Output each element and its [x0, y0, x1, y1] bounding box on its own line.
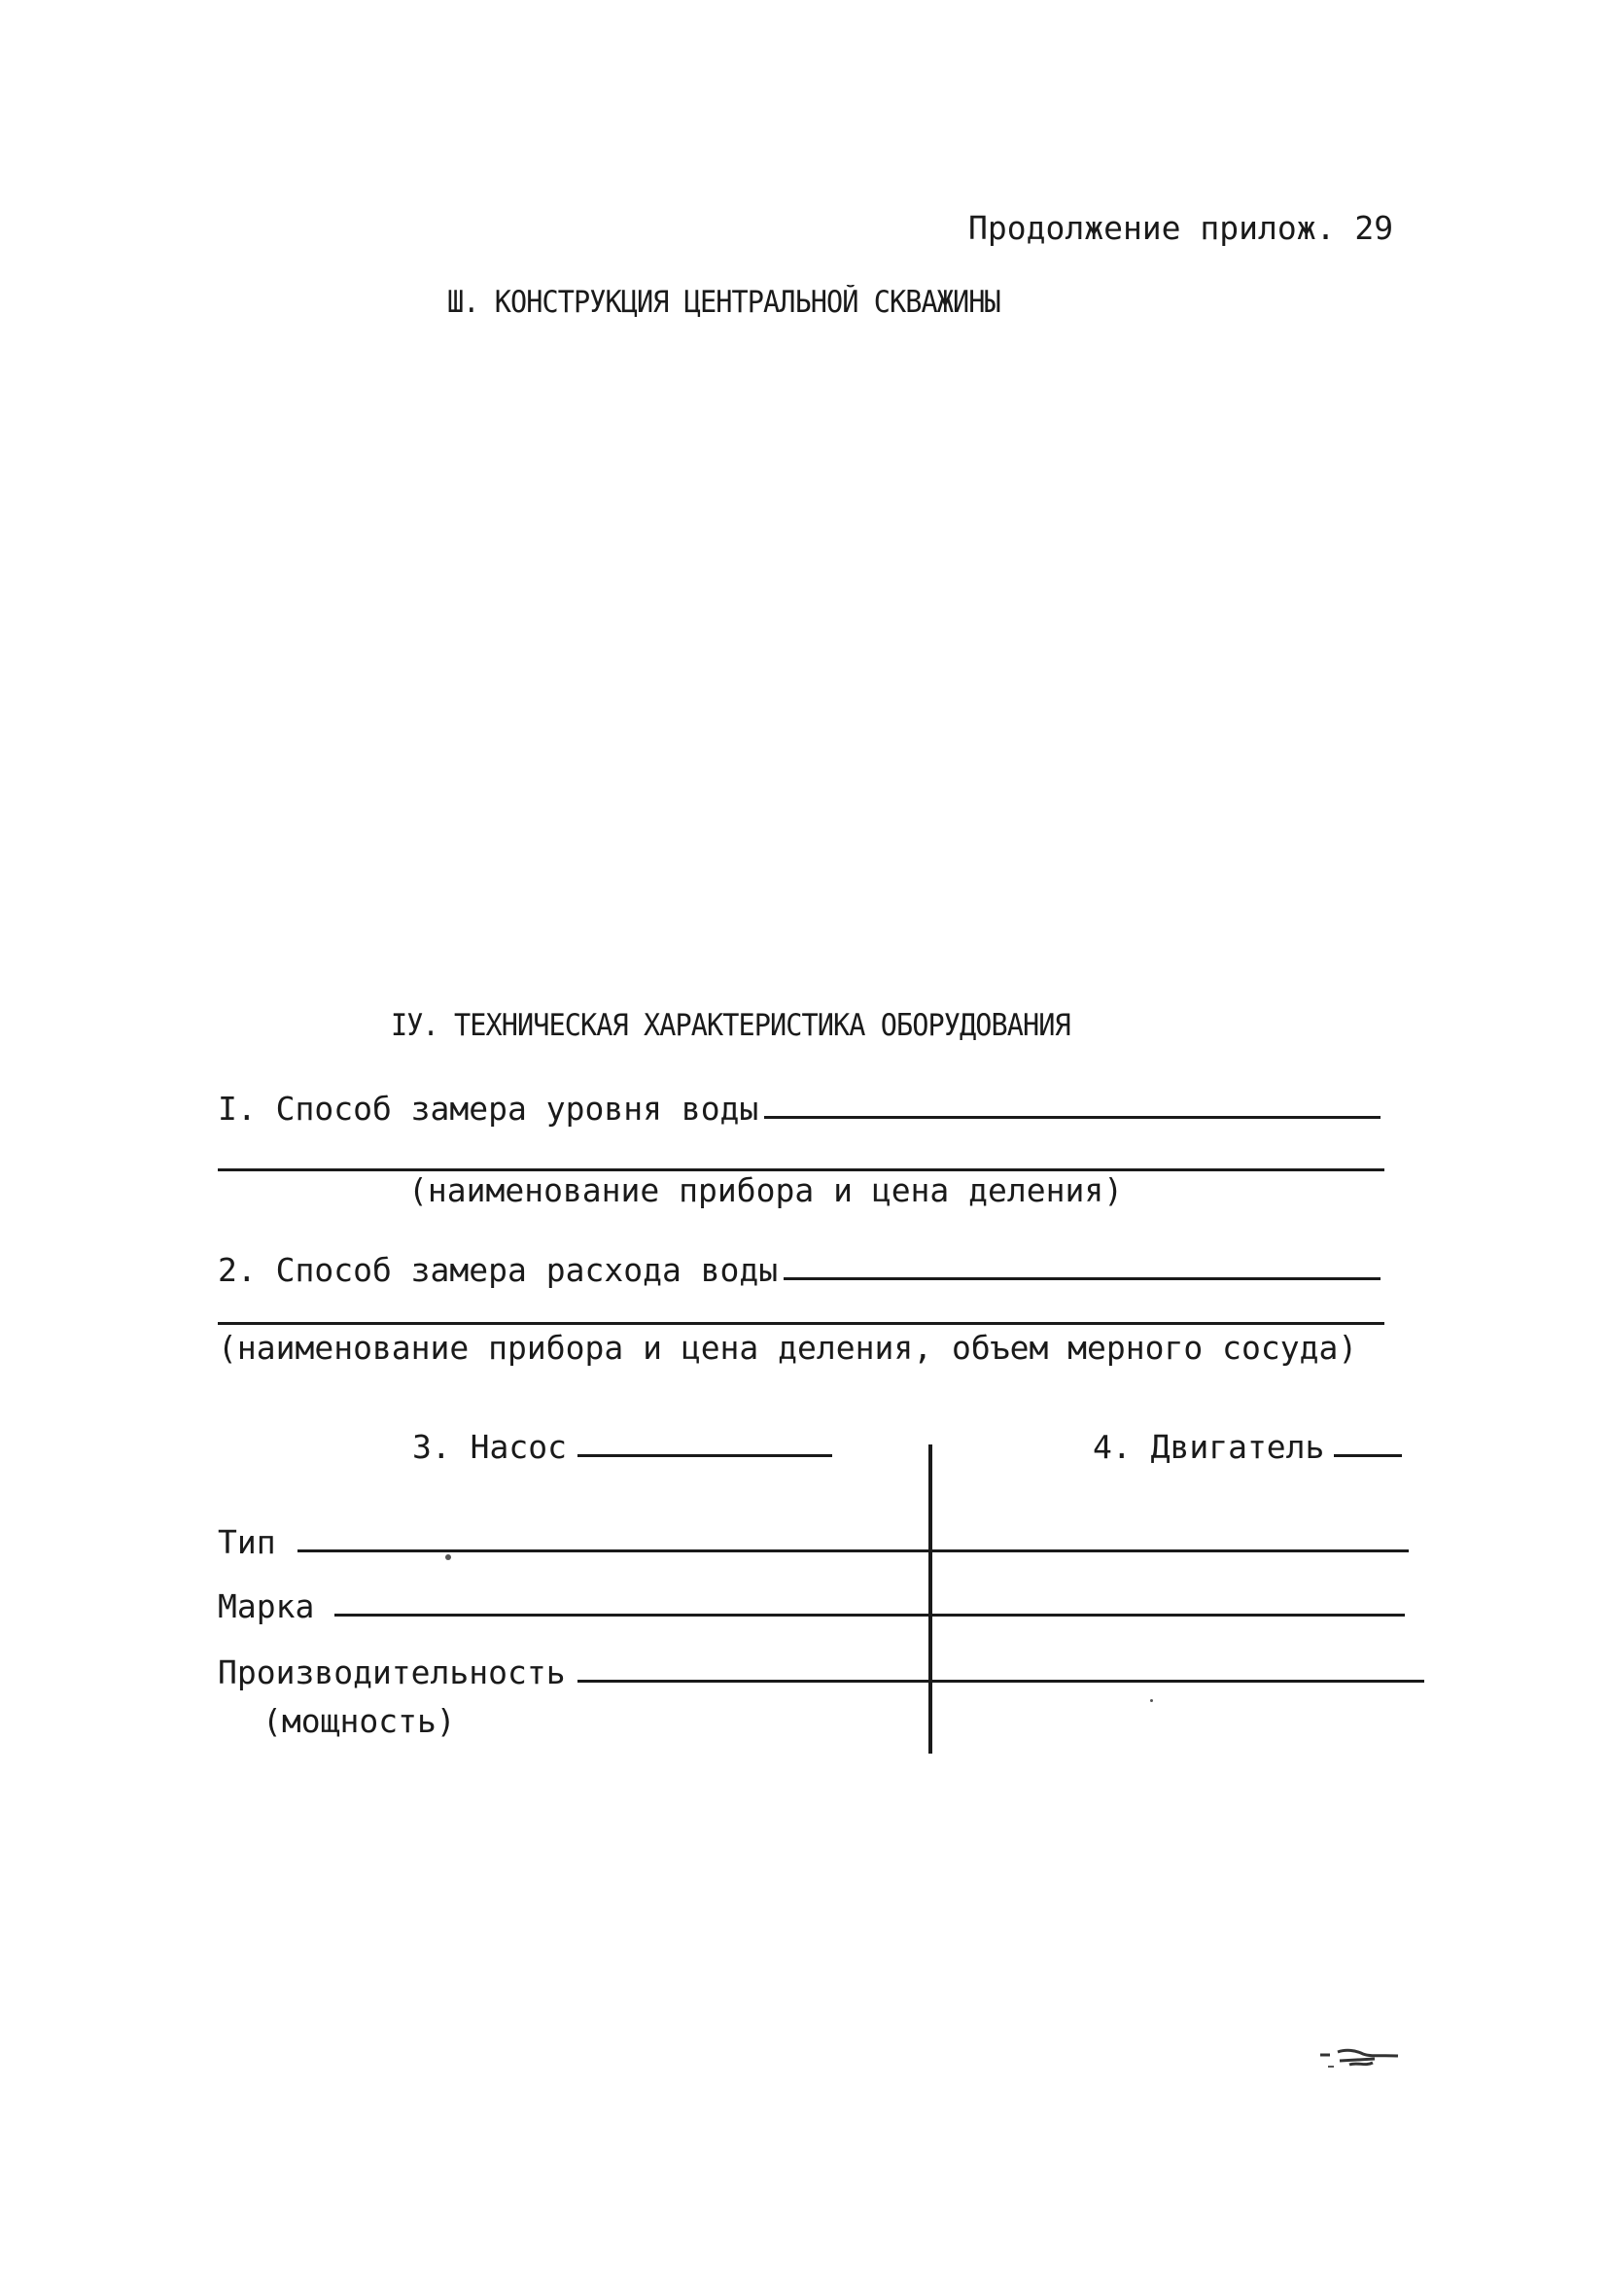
item-2-fill-line — [784, 1277, 1381, 1280]
capacity-label: Производительность — [218, 1653, 566, 1691]
item-2-caption: (наименование прибора и цена деления, объем мерного сосуда) — [218, 1329, 1358, 1367]
brand-label: Марка — [218, 1587, 315, 1625]
item-1-fill-line — [764, 1116, 1381, 1119]
item-2-label: 2. Способ замера расхода воды — [218, 1251, 779, 1289]
section-3-title: Ш. КОНСТРУКЦИЯ ЦЕНТРАЛЬНОЙ СКВАЖИНЫ — [447, 285, 1000, 320]
pump-label: 3. Насос — [412, 1428, 567, 1466]
type-pump-line — [297, 1549, 930, 1552]
continuation-note: Продолжение прилож. 29 — [968, 209, 1394, 247]
type-label: Тип — [218, 1523, 276, 1561]
item-1-caption: (наименование прибора и цена деления) — [408, 1171, 1124, 1209]
power-label: (мощность) — [262, 1702, 456, 1740]
section-4-title: IУ. ТЕХНИЧЕСКАЯ ХАРАКТЕРИСТИКА ОБОРУДОВАНИЯ — [391, 1008, 1070, 1043]
item-2-second-line — [218, 1322, 1384, 1325]
motor-fill-line — [1334, 1454, 1402, 1457]
scan-speck — [445, 1554, 451, 1560]
table-divider — [928, 1444, 932, 1754]
item-1-label: I. Способ замера уровня воды — [218, 1090, 759, 1128]
capacity-motor-line — [928, 1680, 1424, 1683]
motor-label: 4. Двигатель — [1093, 1428, 1325, 1466]
scan-speck — [1150, 1699, 1153, 1702]
capacity-pump-line — [577, 1680, 930, 1683]
brand-motor-line — [928, 1614, 1405, 1617]
type-motor-line — [928, 1549, 1409, 1552]
brand-pump-line — [334, 1614, 930, 1617]
page-stamp-mark — [1316, 2045, 1404, 2074]
pump-fill-line — [577, 1454, 832, 1457]
